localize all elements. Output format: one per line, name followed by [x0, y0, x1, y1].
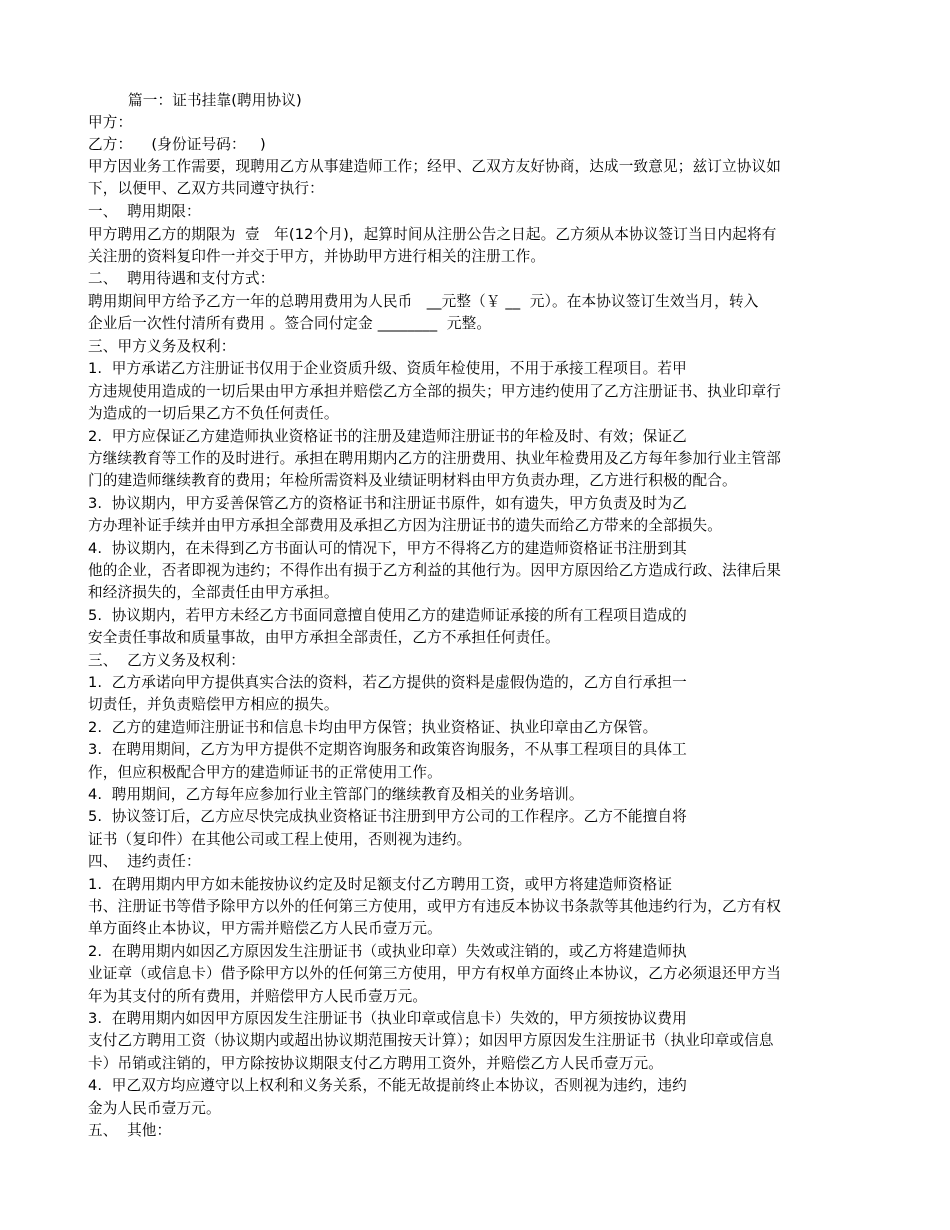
clause-line: 门的建造师继续教育的费用；年检所需资料及业绩证明材料由甲方负责办理，乙方进行积极的配合。: [88, 472, 737, 489]
clause-line: 3. 在聘用期间，乙方为甲方提供不定期咨询服务和政策咨询服务，不从事工程项目的具体工: [88, 741, 687, 758]
clause-line: 单方面终止本协议，甲方需并赔偿乙方人民币壹万元。: [88, 920, 442, 937]
clause-line: 书、注册证书等借予除甲方以外的任何第三方使用，或甲方有违反本协议书条款等其他违约行为，乙方有权: [88, 898, 781, 915]
section-heading: 三、 乙方义务及权利：: [88, 652, 246, 669]
document-title: 篇一：证书挂靠(聘用协议): [128, 92, 302, 109]
clause-line: 方继续教育等工作的及时进行。承担在聘用期内乙方的注册费用、执业年检费用及乙方每年参加行业主管部: [88, 450, 781, 467]
paragraph-line: 关注册的资料复印件一并交于甲方，并协助甲方进行相关的注册工作。: [88, 248, 546, 265]
clause-line: 和经济损失的，全部责任由甲方承担。: [88, 584, 339, 601]
clause-line: 2. 甲方应保证乙方建造师执业资格证书的注册及建造师注册证书的年检及时、有效；保证乙: [88, 428, 687, 445]
paragraph-line: 甲方聘用乙方的期限为 壹 年(12个月)，起算时间从注册公告之日起。乙方须从本协议签订当日内起将有: [88, 226, 777, 243]
clause-line: 业证章（或信息卡）借予除甲方以外的任何第三方使用，甲方有权单方面终止本协议，乙方必须退还甲方当: [88, 965, 781, 982]
clause-line: 他的企业，否者即视为违约；不得作出有损于乙方利益的其他行为。因甲方原因给乙方造成行政、法律后果: [88, 562, 781, 579]
section-heading: 四、 违约责任：: [88, 853, 201, 870]
clause-line: 方办理补证手续并由甲方承担全部费用及承担乙方因为注册证书的遗失而给乙方带来的全部损失。: [88, 517, 722, 534]
clause-line: 安全责任事故和质量事故，由甲方承担全部责任，乙方不承担任何责任。: [88, 629, 560, 646]
clause-line: 1. 乙方承诺向甲方提供真实合法的资料，若乙方提供的资料是虚假伪造的，乙方自行承担一: [88, 674, 687, 691]
paragraph-line: 甲方因业务工作需要，现聘用乙方从事建造师工作；经甲、乙双方友好协商，达成一致意见；兹订立协议如: [88, 158, 781, 175]
clause-line: 金为人民币壹万元。: [88, 1100, 221, 1117]
paragraph-line: 下，以便甲、乙双方共同遵守执行：: [88, 180, 324, 197]
section-heading: 一、 聘用期限：: [88, 203, 201, 220]
clause-line: 卡）吊销或注销的，甲方除按协议期限支付乙方聘用工资外，并赔偿乙方人民币壹万元。: [88, 1055, 664, 1072]
clause-line: 4. 甲乙双方均应遵守以上权利和义务关系，不能无故提前终止本协议，否则视为违约，违约: [88, 1077, 687, 1094]
paragraph-line: 聘用期间甲方给予乙方一年的总聘用费用为人民币 __元整（￥ __ 元）。在本协议签订生效当月，转入: [88, 293, 759, 310]
section-heading: 三、甲方义务及权利：: [88, 338, 236, 355]
clause-line: 作，但应积极配合甲方的建造师证书的正常使用工作。: [88, 764, 442, 781]
clause-line: 4. 聘用期间，乙方每年应参加行业主管部门的继续教育及相关的业务培训。: [88, 786, 584, 803]
clause-line: 切责任，并负责赔偿甲方相应的损失。: [88, 696, 339, 713]
clause-line: 证书（复印件）在其他公司或工程上使用，否则视为违约。: [88, 831, 472, 848]
clause-line: 5. 协议期内，若甲方未经乙方书面同意擅自使用乙方的建造师证承接的所有工程项目造成的: [88, 607, 687, 624]
clause-line: 1. 甲方承诺乙方注册证书仅用于企业资质升级、资质年检使用，不用于承接工程项目。若甲: [88, 360, 687, 377]
clause-line: 2. 乙方的建造师注册证书和信息卡均由甲方保管；执业资格证、执业印章由乙方保管。: [88, 719, 658, 736]
party-b-line: 乙方： (身份证号码： ): [88, 136, 266, 153]
clause-line: 支付乙方聘用工资（协议期内或超出协议期范围按天计算）；如因甲方原因发生注册证书（执业印章或信息: [88, 1032, 774, 1049]
paragraph-line: 企业后一次性付清所有费用 。签合同付定金 ________ 元整。: [88, 315, 492, 332]
clause-line: 为造成的一切后果乙方不负任何责任。: [88, 405, 339, 422]
clause-line: 4. 协议期内，在未得到乙方书面认可的情况下，甲方不得将乙方的建造师资格证书注册到其: [88, 540, 687, 557]
clause-line: 方违规使用造成的一切后果由甲方承担并赔偿乙方全部的损失；甲方违约使用了乙方注册证书、执业印章行: [88, 383, 781, 400]
clause-line: 1. 在聘用期内甲方如未能按协议约定及时足额支付乙方聘用工资，或甲方将建造师资格证: [88, 876, 673, 893]
clause-line: 3. 协议期内，甲方妥善保管乙方的资格证书和注册证书原件，如有遗失，甲方负责及时为乙: [88, 495, 687, 512]
party-a-line: 甲方：: [88, 114, 133, 131]
section-heading: 二、 聘用待遇和支付方式：: [88, 270, 275, 287]
clause-line: 年为其支付的所有费用，并赔偿甲方人民币壹万元。: [88, 988, 428, 1005]
section-heading: 五、 其他：: [88, 1122, 172, 1139]
clause-line: 3. 在聘用期内如因甲方原因发生注册证书（执业印章或信息卡）失效的，甲方须按协议费用: [88, 1010, 687, 1027]
clause-line: 2. 在聘用期内如因乙方原因发生注册证书（或执业印章）失效或注销的，或乙方将建造师执: [88, 943, 687, 960]
clause-line: 5. 协议签订后，乙方应尽快完成执业资格证书注册到甲方公司的工作程序。乙方不能擅自将: [88, 808, 687, 825]
